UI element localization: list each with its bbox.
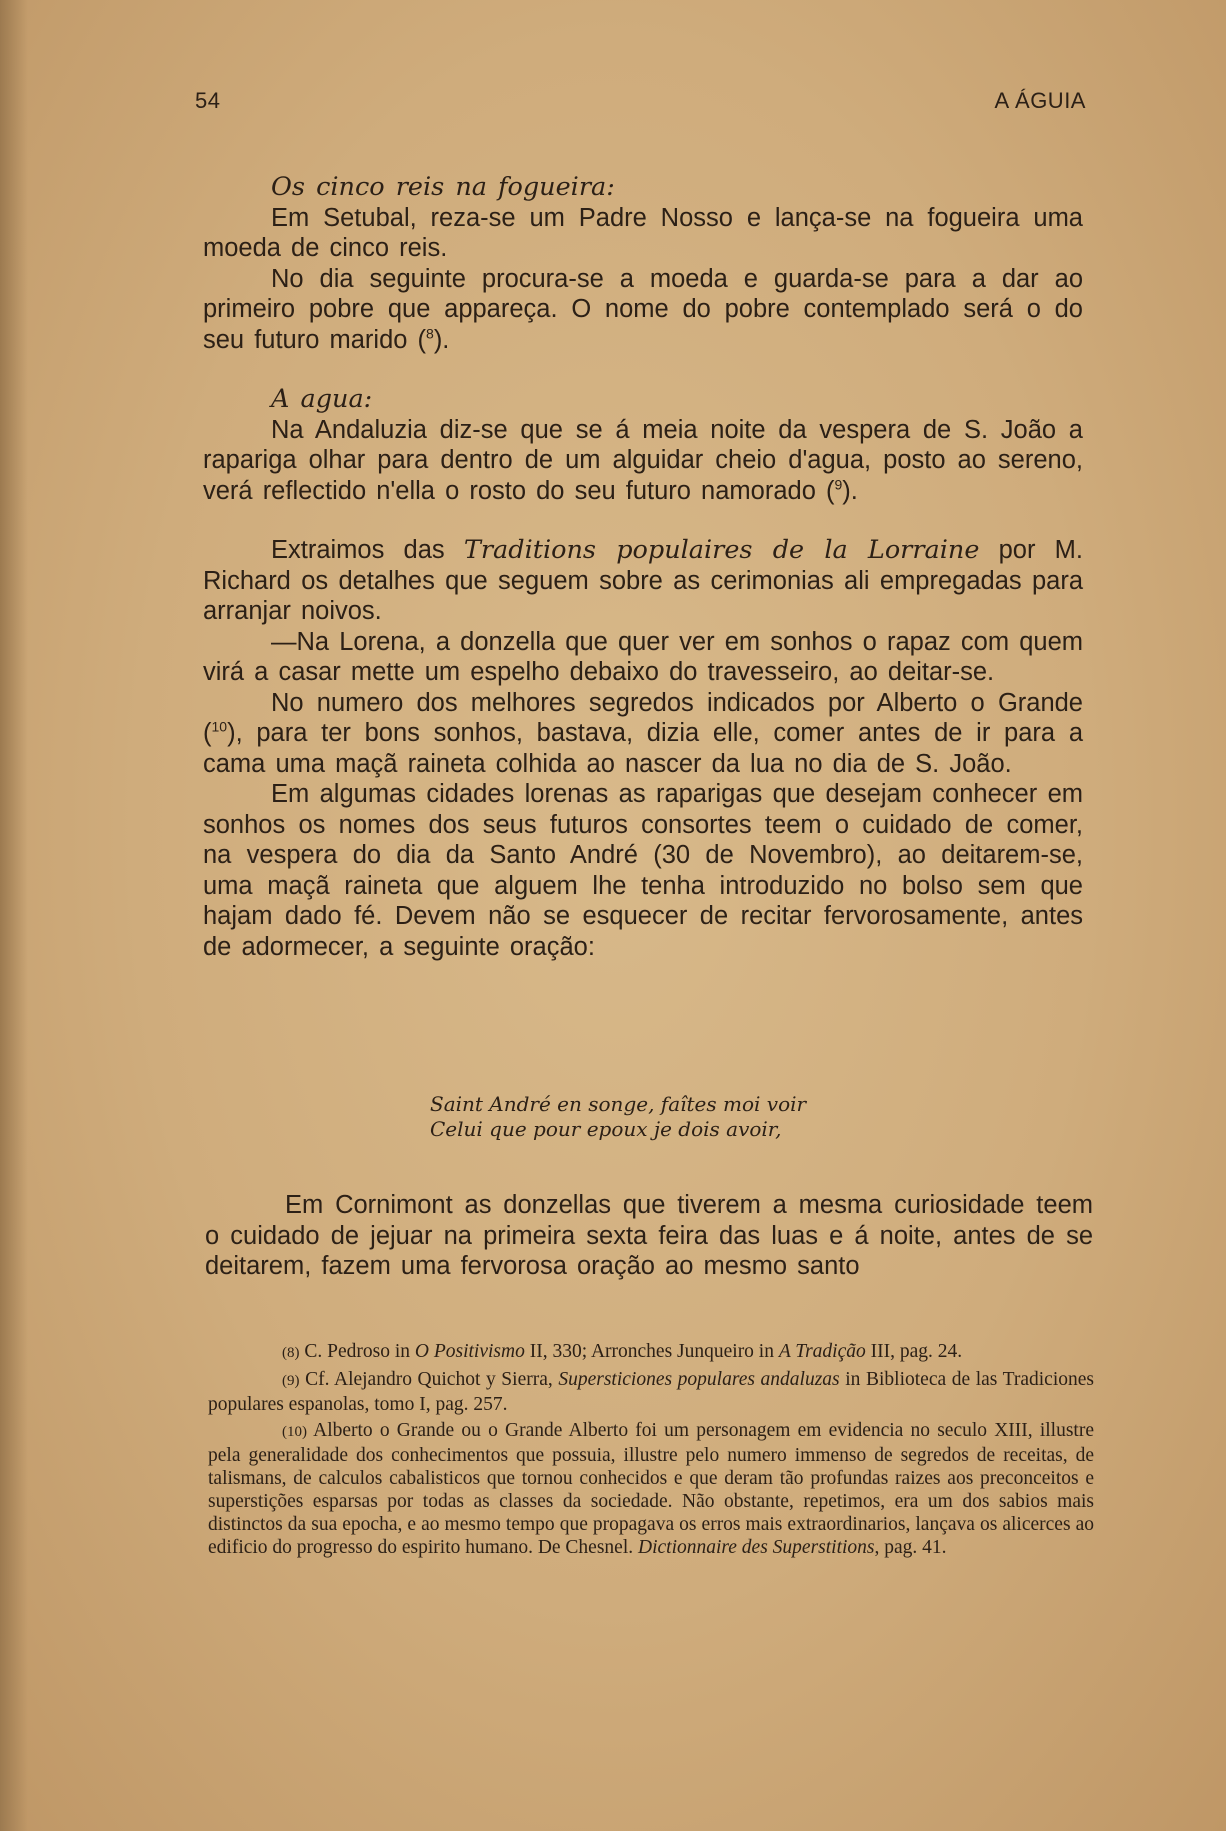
footnote-ref: 10	[211, 718, 228, 735]
footnote-ref: 9	[834, 476, 843, 492]
verse-line: Saint André en songe, faîtes moi voir	[430, 1092, 807, 1116]
paragraph: Em algumas cidades lorenas as raparigas que desejam conhecer em sonhos os nomes dos seus futuros consortes teem o cuidado de comer, na vespera do dia da Santo André (30 de Novembro), ao deitarem-se, uma maçã raineta que alguem lhe tenha introduzido no bolso sem que hajam dado fé. Devem não se esquecer de recitar fervorosamente, antes de adormecer, a seguinte oração:	[203, 780, 1083, 961]
footnote-10: (10) Alberto o Grande ou o Grande Alberto foi um personagem em evidencia no seculo XIII, illustre pela generalidade dos conhecimentos que possuia, illustre pelo numero immenso de segredos de receitas, de talismans, de calculos cabalisticos que tornou conhecidos e que deram tão profundas raizes aos preconceitos e superstições esparsas por todas as classes da sociedade. Não obstante, repetimos, era um dos sabios mais distinctos da sua epocha, e ao mesmo tempo que propagava os erros mais extraordinarios, lançava os alicerces ao edificio do progresso do espirito humano. De Chesnel. Dictionnaire des Superstitions, pag. 41.	[208, 1420, 1094, 1558]
footnote-ref: 8	[426, 325, 434, 341]
section-title-fogueira: Os cinco reis na fogueira:	[271, 172, 615, 202]
page-number: 54	[195, 88, 221, 113]
footnote-9: (9) Cf. Alejandro Quichot y Sierra, Supersticiones populares andaluzas in Biblioteca de las Tradiciones populares espanolas, tomo I, pag. 257.	[208, 1369, 1094, 1415]
paragraph: Na Andaluzia diz-se que se á meia noite da vespera de S. João a rapariga olhar para dentro de um alguidar cheio d'agua, posto ao sereno, verá reflectido n'ella o rosto do seu futuro namorado ($^9$).	[203, 415, 1083, 505]
prayer-verse	[430, 1092, 806, 1142]
paragraph: No dia seguinte procura-se a moeda e guarda-se para a dar ao primeiro pobre que appareça. O nome do pobre contemplado será o do seu futuro marido ($^8$).	[203, 264, 1083, 354]
footnotes	[208, 1340, 1094, 1562]
verse-line: Celui que pour epoux je dois avoir,	[430, 1117, 782, 1141]
book-title: Traditions populaires de la Lorraine	[463, 535, 980, 565]
paragraph: No numero dos melhores segredos indicados por Alberto o Grande ($^{10}$), para ter bons sonhos, bastava, dizia elle, comer antes de ir para a cama uma maçã raineta colhida ao nascer da lua no dia de S. João.	[203, 688, 1083, 778]
paragraph: Em Cornimont as donzellas que tiverem a mesma curiosidade teem o cuidado de jejuar na primeira sexta feira das luas e á noite, antes de se deitarem, fazem uma fervorosa oração ao mesmo santo	[205, 1191, 1093, 1280]
page-edge-shadow	[0, 0, 28, 1831]
continuation-text	[205, 1190, 1093, 1282]
page-header	[195, 88, 1086, 114]
section-title-agua: A agua:	[271, 384, 373, 414]
paragraph: —Na Lorena, a donzella que quer ver em sonhos o rapaz com quem virá a casar mette um espelho debaixo do travesseiro, ao deitar-se.	[203, 627, 1083, 686]
running-title: A ÁGUIA	[994, 88, 1086, 113]
paragraph: Extraimos das Traditions populaires de la Lorraine por M. Richard os detalhes que seguem sobre as cerimonias ali empregadas para arranjar noivos.	[203, 535, 1083, 625]
paragraph: Em Setubal, reza-se um Padre Nosso e lança-se na fogueira uma moeda de cinco reis.	[203, 203, 1083, 262]
main-text	[203, 172, 1083, 962]
footnote-8: (8) C. Pedroso in O Positivismo II, 330; Arronches Junqueiro in A Tradição III, pag. 24.	[282, 1341, 963, 1362]
